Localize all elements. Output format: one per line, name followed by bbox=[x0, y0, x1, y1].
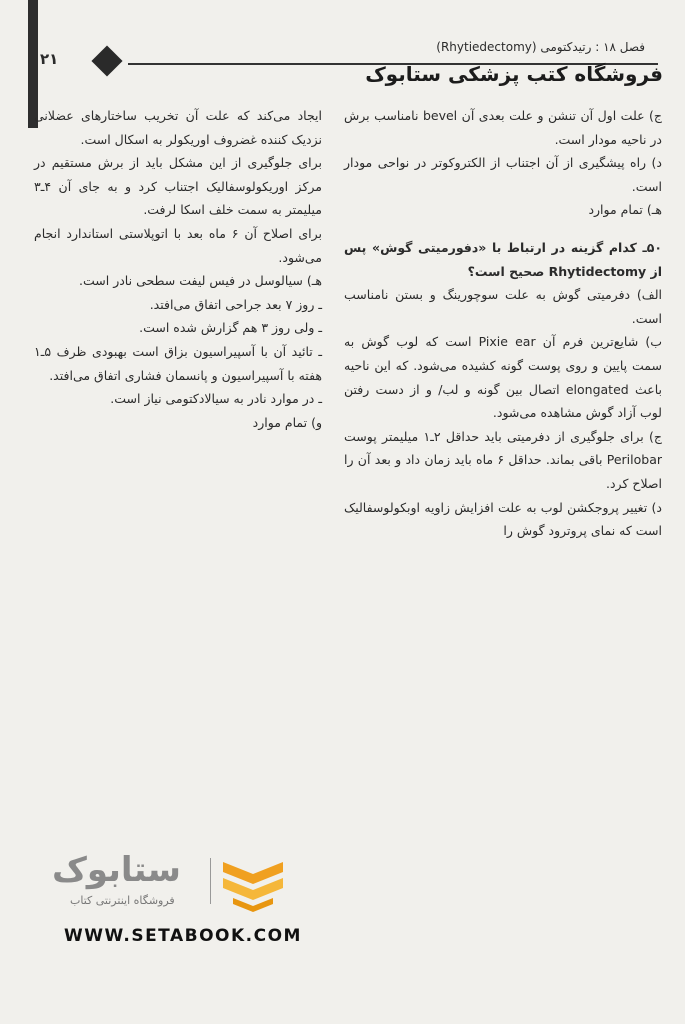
text-line: هـ) تمام موارد bbox=[588, 202, 662, 218]
option-text: ج) برای جلوگیری از دفرمیتی باید حداقل ۲ـ۱ میلیمتر پوست Perilobar باقی بماند. حداقل ۶ ماه باید زمان داد و بعد آن را اصلاح کرد. bbox=[344, 428, 662, 491]
book-stack-icon bbox=[218, 854, 288, 912]
text-line: هـ) سیالوسل در فیس لیفت سطحی نادر است. bbox=[79, 273, 322, 289]
option-text: ب) شایع‌ترین فرم آن Pixie ear است که لوب گوش به سمت پایین و روی پوست گونه کشیده می‌شود. که این ناحیه باعث elongated اتصال بین گونه و لب/ و از دست رفتن لوب آزاد گوش مشاهده می‌شود. bbox=[344, 334, 663, 421]
setabook-logo bbox=[52, 850, 292, 920]
chapter-title: فصل ۱۸ : رتیدکتومی (Rhytiedectomy) bbox=[436, 40, 645, 54]
logo-divider bbox=[210, 858, 211, 904]
question-title: ۵۰ـ کدام گزینه در ارتباط با «دفورمیتی گوش» پس از Rhytidectomy صحیح است؟ bbox=[344, 239, 662, 279]
page-number: ۲۱ bbox=[40, 50, 59, 68]
option-text: الف) دفرمیتی گوش به علت سوچورینگ و بستن نامناسب است. bbox=[344, 287, 662, 326]
watermark-banner: فروشگاه کتب پزشکی ستابوک bbox=[365, 62, 663, 86]
text-line: د) راه پیشگیری از آن اجتناب از الکتروکوتر در نواحی مودار است. bbox=[344, 155, 662, 194]
text-line: ایجاد می‌کند که علت آن تخریب ساختارهای عضلانی نزدیک کننده غضروف اوریکولر به اسکال است. bbox=[34, 108, 322, 147]
logo-subtitle: فروشگاه اینترنتی کتاب bbox=[70, 894, 175, 907]
text-line: ج) علت اول آن تنشن و علت بعدی آن bevel نامناسب برش در ناحیه مودار است. bbox=[344, 108, 662, 147]
text-line: برای جلوگیری از این مشکل باید از برش مستقیم در مرکز اوریکولوسفالیک اجتناب کرد و به جای آن ۴ـ۳ میلیمتر به سمت خلف اسکا لرفت. bbox=[34, 155, 322, 218]
text-line: و) تمام موارد bbox=[252, 414, 322, 430]
text-line: ـ در موارد نادر به سیالادکتومی نیاز است. bbox=[110, 391, 322, 407]
diamond-ornament-icon bbox=[91, 45, 122, 76]
text-line: ـ تائید آن با آسپیراسیون بزاق است بهبودی ظرف ۵ـ۱ هفته با آسپیراسیون و پانسمان فشاری اتفاق می‌افتد. bbox=[34, 343, 322, 383]
text-line: برای اصلاح آن ۶ ماه بعد با اتوپلاستی استاندارد انجام می‌شود. bbox=[34, 225, 322, 265]
website-url[interactable]: WWW.SETABOOK.COM bbox=[64, 926, 302, 946]
text-line: ـ روز ۷ بعد جراحی اتفاق می‌افتد. bbox=[149, 296, 322, 312]
logo-wordmark: ستابوک bbox=[52, 850, 181, 890]
right-column bbox=[344, 104, 662, 543]
left-column bbox=[34, 104, 322, 434]
option-text: د) تغییر پروجکشن لوب به علت افزایش زاویه اوبکولوسفالیک است که نمای پروترود گوش را bbox=[344, 499, 662, 539]
text-line: ـ ولی روز ۳ هم گزارش شده است. bbox=[139, 320, 322, 336]
